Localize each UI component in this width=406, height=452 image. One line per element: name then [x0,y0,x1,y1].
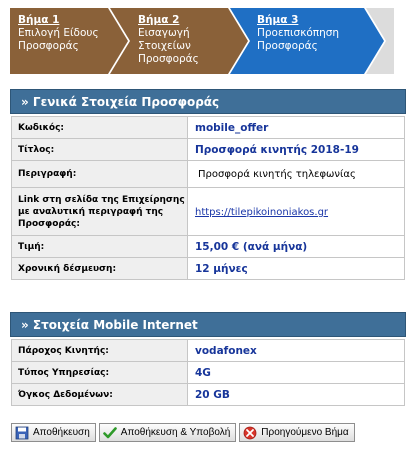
table-row [12,384,405,406]
table-row [12,188,405,236]
link-cell [188,188,405,236]
previous-step-button-label: Προηγούμενο Βήμα [261,427,349,438]
mobile-details-table [11,339,405,406]
data-volume-label: Όγκος Δεδομένων: [12,384,188,406]
provider-label: Πάροχος Κινητής: [12,340,188,362]
save-submit-button[interactable] [99,423,237,442]
mobile-section-header: » Στοιχεία Mobile Internet [10,312,406,337]
price-value: 15,00 € (ανά μήνα) [188,236,405,258]
wizard-step-2-number: Βήμα 2 [138,14,180,26]
table-row [12,117,405,139]
save-button[interactable] [11,423,96,442]
provider-value: vodafonex [188,340,405,362]
table-row [12,340,405,362]
general-details-table [11,116,405,280]
checkmark-icon [103,426,117,440]
wizard-step-1-number: Βήμα 1 [18,14,60,26]
title-value: Προσφορά κινητής 2018-19 [188,139,405,161]
company-link[interactable]: https://tilepikoinoniakos.gr [195,206,329,218]
title-label: Τίτλος: [12,139,188,161]
data-volume-value: 20 GB [188,384,405,406]
link-label: Link στη σελίδα της Επιχείρησης με αναλυτική περιγραφή της Προσφοράς: [12,188,188,236]
save-submit-button-label: Αποθήκευση & Υποβολή [120,427,231,438]
wizard-step-1[interactable] [18,14,110,53]
service-type-label: Τύπος Υπηρεσίας: [12,362,188,384]
description-value: Προσφορά κινητής τηλεφωνίας [188,161,405,188]
table-row [12,139,405,161]
commitment-label: Χρονική δέσμευση: [12,258,188,280]
wizard-step-3[interactable] [257,14,367,53]
table-row [12,258,405,280]
wizard-step-1-label: Επιλογή Είδους Προσφοράς [18,27,99,52]
code-label: Κωδικός: [12,117,188,139]
cancel-circle-icon [243,426,257,440]
wizard-step-2-label: Εισαγωγή Στοιχείων Προσφοράς [138,27,199,65]
action-buttons [11,423,355,443]
table-row [12,362,405,384]
save-button-label: Αποθήκευση [33,427,90,438]
previous-step-button[interactable] [239,423,354,442]
service-type-value: 4G [188,362,405,384]
table-row [12,161,405,188]
price-label: Τιμή: [12,236,188,258]
general-section-header: » Γενικά Στοιχεία Προσφοράς [10,89,406,114]
table-row [12,236,405,258]
code-value: mobile_offer [188,117,405,139]
floppy-disk-icon [15,426,29,440]
description-label: Περιγραφή: [12,161,188,188]
commitment-value: 12 μήνες [188,258,405,280]
wizard-steps [10,8,394,74]
wizard-step-2[interactable] [138,14,238,66]
wizard-step-3-number: Βήμα 3 [257,14,299,26]
wizard-step-3-label: Προεπισκόπηση Προσφοράς [257,27,340,52]
